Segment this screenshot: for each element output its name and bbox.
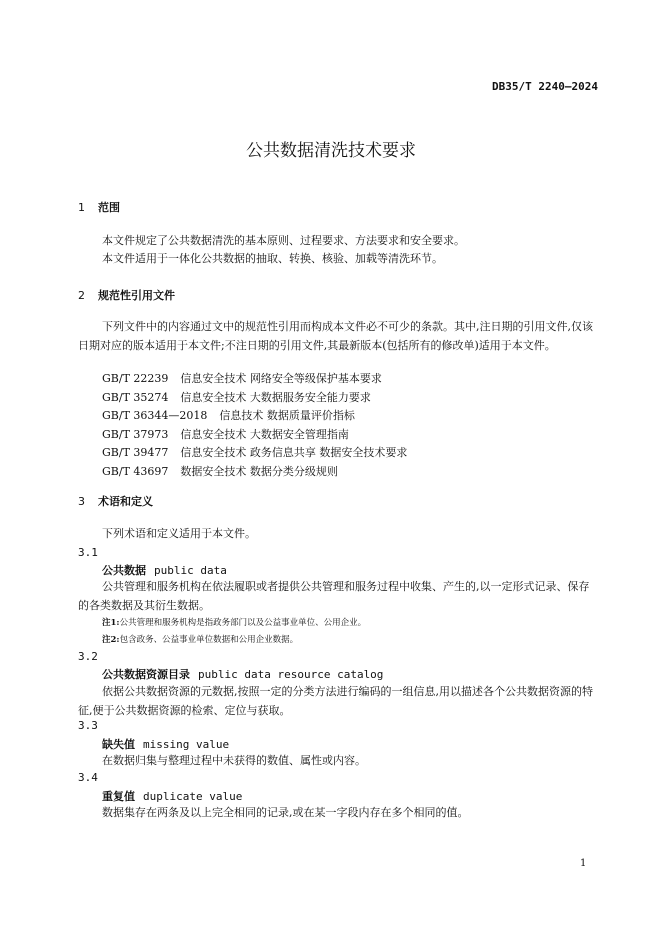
note-text: 公共管理和服务机构是指政务部门以及公益事业单位、公用企业。: [119, 618, 367, 628]
reference-item: [102, 444, 407, 463]
reference-code: GB/T 36344—2018: [102, 409, 208, 422]
reference-code: GB/T 35274: [102, 390, 169, 404]
reference-name: 信息安全技术 大数据安全管理指南: [180, 427, 349, 441]
scope-paragraph-2: 本文件适用于一体化公共数据的抽取、转换、核验、加载等清洗环节。: [102, 252, 443, 265]
term-zh: 重复值: [102, 790, 135, 803]
reference-item: [102, 426, 349, 445]
reference-item: [102, 407, 355, 426]
page-number: 1: [580, 858, 587, 869]
reference-name: 信息安全技术 大数据服务安全能力要求: [180, 390, 371, 404]
reference-item: [102, 370, 382, 389]
term-en: missing value: [143, 738, 230, 751]
note-text: 包含政务、公益事业单位数据和公用企业数据。: [119, 635, 299, 645]
term-definition: 数据集存在两条及以上完全相同的记录,或在某一字段内存在多个相同的值。: [102, 806, 469, 819]
reference-code: GB/T 39477: [102, 446, 169, 459]
section-number: 3: [78, 495, 85, 508]
term-en: public data: [154, 564, 227, 577]
section-number: 1: [78, 201, 85, 214]
note-item: [102, 633, 298, 645]
term-heading: [102, 562, 227, 578]
reference-name: 信息安全技术 网络安全等级保护基本要求: [180, 372, 382, 385]
clause-number: 3.3: [78, 719, 98, 732]
section-title: 规范性引用文件: [98, 289, 175, 302]
term-zh: 公共数据资源目录: [102, 668, 190, 681]
note-label: 注2:: [102, 635, 120, 645]
section-heading-terms: [78, 493, 153, 509]
scope-paragraph-1: 本文件规定了公共数据清洗的基本原则、过程要求、方法要求和安全要求。: [102, 234, 465, 247]
reference-name: 数据安全技术 数据分类分级规则: [180, 464, 338, 478]
term-heading: [102, 788, 242, 804]
terms-intro: 下列术语和定义适用于本文件。: [102, 527, 256, 540]
page-title: 公共数据清洗技术要求: [246, 141, 416, 161]
term-definition: 在数据归集与整理过程中未获得的数值、属性或内容。: [102, 754, 366, 767]
term-heading: [102, 736, 229, 752]
term-zh: 公共数据: [102, 564, 146, 577]
section-title: 范围: [98, 201, 120, 214]
term-definition: 公共管理和服务机构在依法履职或者提供公共管理和服务过程中收集、产生的,以一定形式记录、保存的各类数据及其衍生数据。: [78, 580, 590, 612]
reference-name: 信息安全技术 政务信息共享 数据安全技术要求: [180, 446, 408, 459]
reference-code: GB/T 43697: [102, 464, 169, 478]
reference-item: [102, 389, 371, 408]
term-en: duplicate value: [143, 790, 243, 803]
clause-number: 3.2: [78, 650, 98, 663]
term-zh: 缺失值: [102, 738, 135, 751]
term-definition: 依据公共数据资源的元数据,按照一定的分类方法进行编码的一组信息,用以描述各个公共数据资源的特征,便于公共数据资源的检索、定位与获取。: [78, 685, 593, 717]
section-heading-scope: [78, 199, 120, 215]
reference-name: 信息技术 数据质量评价指标: [219, 409, 355, 422]
reference-code: GB/T 22239: [102, 372, 169, 385]
section-number: 2: [78, 289, 85, 302]
clause-number: 3.4: [78, 771, 98, 784]
reference-item: [102, 463, 338, 482]
section-title: 术语和定义: [98, 495, 153, 508]
note-label: 注1:: [102, 618, 120, 628]
document-number: DB35/T 2240—2024: [492, 80, 598, 93]
clause-number: 3.1: [78, 546, 98, 559]
note-item: [102, 616, 366, 628]
term-en: public data resource catalog: [198, 668, 384, 681]
reference-code: GB/T 37973: [102, 427, 169, 441]
section-heading-normative-references: [78, 287, 175, 303]
term-heading: [102, 666, 383, 682]
normative-intro-paragraph: 下列文件中的内容通过文中的规范性引用而构成本文件必不可少的条款。其中,注日期的引用文件,仅该日期对应的版本适用于本文件;不注日期的引用文件,其最新版本(包括所有的修改单)适用于本文件。: [78, 320, 593, 352]
